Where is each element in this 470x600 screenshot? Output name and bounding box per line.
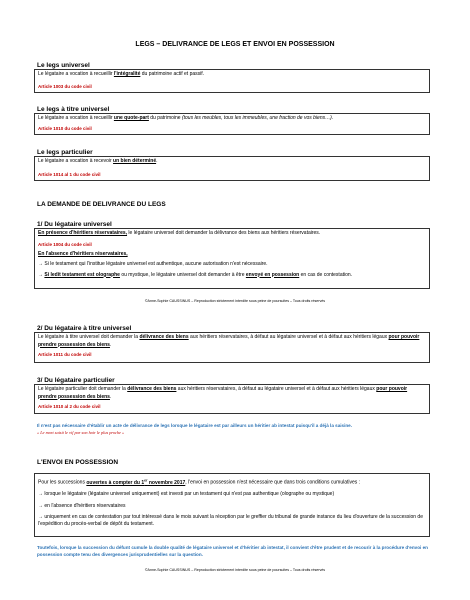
s1-arrow2: → Si ledit testament est olographe ou mystique, le légataire universel doit demander à être envoyé en possession en cas de contestation.: [38, 271, 353, 278]
envoi-arrow1: → lorsque le légataire (légataire universel uniquement) est investi par un testament qui n'est pas authentique (olographe ou mystique): [38, 491, 335, 498]
s2-heading: 2/ Du légataire à titre universel: [37, 325, 132, 332]
saisine-note: Il n'est pas nécessaire d'établir un acte de délivrance de legs lorsque le légataire est par ailleurs un héritier ab intestat puisqu'il a déjà la saisine.: [37, 423, 353, 428]
s2-text: Le légataire à titre universel doit demander la délivrance des biens aux héritiers réservataires, à défaut au légataire universel et à défaut aux héritiers légaux pour pouvoir prendre possession des biens.: [38, 334, 420, 348]
s1-heading: 1/ Du légataire universel: [37, 221, 112, 228]
envoi-arrow2: → en l'absence d'héritiers réservataires: [38, 502, 126, 509]
s2-box: [34, 332, 430, 363]
envoi-note: Toutefois, lorsque la succession du défunt cumule la double qualité de légataire universel et d'héritier ab intestat, il convient d'être prudent et de recourir à la procédure d'envoi en possession compte tenu des divergences jurisprudentielles sur la question.: [37, 545, 428, 557]
s1-absence: En l'absence d'héritiers réservataires,: [38, 250, 128, 257]
demande-heading: LA DEMANDE DE DELIVRANCE DU LEGS: [37, 201, 166, 208]
s1-p1: En présence d'héritiers réservataires, le légataire universel doit demander la délivrance des biens aux héritiers réservataires.: [38, 230, 321, 236]
legs-universel-article: Article 1003 du code civil: [38, 83, 92, 89]
legs-titre-universel-article: Article 1010 du code civil: [38, 125, 92, 131]
saisine-quote: « Le mort saisit le vif par son hoir le plus proche »: [37, 430, 125, 435]
envoi-box: [34, 473, 430, 537]
s3-box: [34, 384, 430, 414]
s1-box: [34, 228, 430, 289]
legs-particulier-box: [34, 156, 430, 181]
envoi-arrow3: → uniquement en cas de contestation par tout intéressé dans le mois suivant la réception par le greffier du tribunal de grande instance du lieu d'ouverture de la succession de l'expédition du procès-verbal de dépôt du testament.: [38, 514, 423, 527]
page-title: LEGS – DELIVRANCE DE LEGS ET ENVOI EN POSSESSION: [135, 41, 335, 48]
s3-text: Le légataire particulier doit demander la délivrance des biens aux héritiers réservataires, à défaut au légataire universel et à défaut aux héritiers légaux pour pouvoir prendre possession des biens.: [38, 386, 408, 400]
s3-heading: 3/ Du légataire particulier: [37, 377, 115, 384]
legs-titre-universel-heading: Le legs à titre universel: [37, 106, 110, 113]
legs-titre-universel-text: Le légataire a vocation à recueillir une quote-part du patrimoine (tous les meubles, tous les immeubles, une fraction de vos biens…).: [38, 115, 334, 121]
legs-titre-universel-box: [34, 113, 430, 135]
s1-article: Article 1004 du code civil: [38, 241, 92, 247]
s1-arrow1: → Si le testament qui l'institue légataire universel est authentique, aucune autorisation n'est nécessaire.: [38, 261, 268, 267]
legs-particulier-article: Article 1014 al 1 du code civil: [38, 171, 101, 177]
envoi-heading: L'ENVOI EN POSSESSION: [37, 459, 119, 466]
legs-universel-text: Le légataire a vocation à recueillir l'intégralité du patrimoine actif et passif.: [38, 71, 205, 77]
envoi-p1: Pour les successions ouvertes à compter du 1er novembre 2017, l'envoi en possession n'est nécessaire que dans trois conditions cumulatives :: [38, 478, 361, 486]
s2-article: Article 1011 du code civil: [38, 352, 92, 357]
legs-particulier-heading: Le legs particulier: [37, 149, 93, 156]
legs-universel-box: [34, 69, 430, 93]
s3-article: Article 1010 al 2 du code civil: [38, 404, 101, 409]
copyright-2: ©Anne-Sophie CAUSSINUS – Reproduction strictement interdite sous peine de poursuites – Tous droits réservés: [144, 568, 326, 572]
legs-universel-heading: Le legs universel: [37, 62, 90, 69]
copyright-1: ©Anne-Sophie CAUSSINUS – Reproduction strictement interdite sous peine de poursuites – Tous droits réservés: [144, 299, 326, 303]
legs-particulier-text: Le légataire a vocation à recevoir un bien déterminé.: [38, 158, 158, 164]
